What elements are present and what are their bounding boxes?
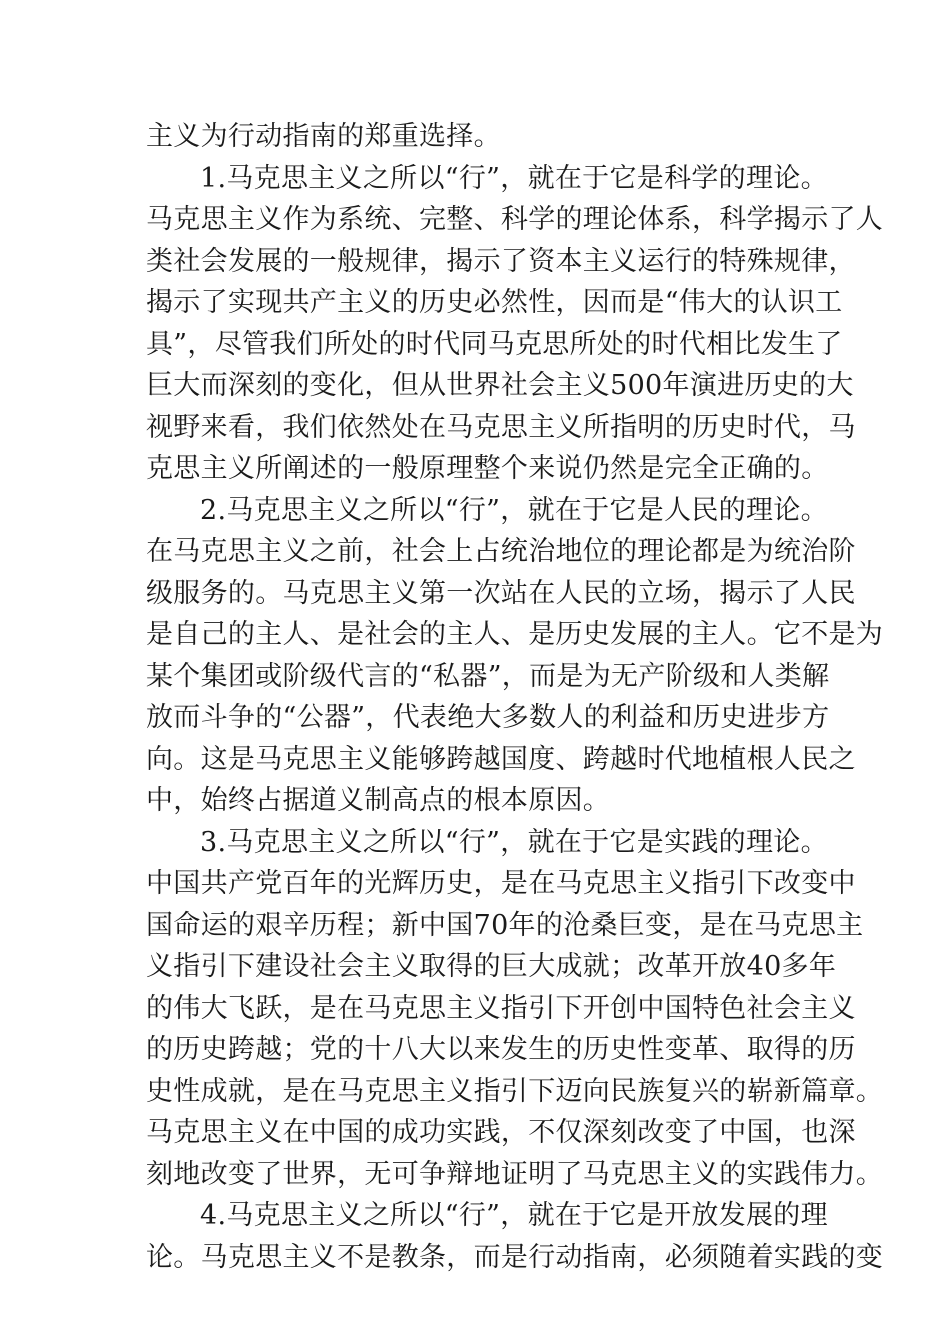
- text-line: 义指引下建设社会主义取得的巨大成就；改革开放40多年: [146, 951, 837, 982]
- text-line: 论。马克思主义不是教条，而是行动指南，必须随着实践的变: [146, 1241, 884, 1273]
- text-line: 巨大而深刻的变化，但从世界社会主义500年演进历史的大: [146, 370, 854, 401]
- text-line: 1.马克思主义之所以“行”，就在于它是科学的理论。: [200, 162, 828, 194]
- text-line: 中国共产党百年的光辉历史，是在马克思主义指引下改变中: [146, 868, 856, 899]
- text-line: 向。这是马克思主义能够跨越国度、跨越时代地植根人民之: [146, 743, 856, 775]
- text-line: 中，始终占据道义制高点的根本原因。: [146, 785, 611, 816]
- text-line: 马克思主义作为系统、完整、科学的理论体系，科学揭示了人: [146, 204, 884, 235]
- text-line: 国命运的艰辛历程；新中国70年的沧桑巨变，是在马克思主: [146, 909, 864, 941]
- text-line: 放而斗争的“公器”，代表绝大多数人的利益和历史进步方: [146, 702, 830, 733]
- text-line: 某个集团或阶级代言的“私器”，而是为无产阶级和人类解: [146, 660, 830, 692]
- text-line: 类社会发展的一般规律，揭示了资本主义运行的特殊规律，: [146, 245, 856, 277]
- text-line: 马克思主义在中国的成功实践，不仅深刻改变了中国，也深: [146, 1117, 856, 1148]
- text-line: 级服务的。马克思主义第一次站在人民的立场，揭示了人民: [146, 577, 856, 609]
- text-line: 4.马克思主义之所以“行”，就在于它是开放发展的理: [200, 1200, 828, 1231]
- text-line: 的历史跨越；党的十八大以来发生的历史性变革、取得的历: [146, 1034, 856, 1065]
- text-line: 揭示了实现共产主义的历史必然性，因而是“伟大的认识工: [146, 287, 843, 318]
- text-line: 2.马克思主义之所以“行”，就在于它是人民的理论。: [200, 494, 828, 526]
- text-line: 视野来看，我们依然处在马克思主义所指明的历史时代，马: [146, 411, 856, 443]
- text-line: 克思主义所阐述的一般原理整个来说仍然是完全正确的。: [146, 453, 829, 484]
- text-line: 主义为行动指南的郑重选择。: [146, 121, 501, 152]
- body-text: [146, 116, 884, 1278]
- text-line: 3.马克思主义之所以“行”，就在于它是实践的理论。: [200, 826, 828, 858]
- text-line: 史性成就，是在马克思主义指引下迈向民族复兴的崭新篇章。: [146, 1075, 884, 1107]
- text-line: 的伟大飞跃，是在马克思主义指引下开创中国特色社会主义: [146, 992, 856, 1024]
- text-line: 在马克思主义之前，社会上占统治地位的理论都是为统治阶: [146, 536, 856, 567]
- text-line: 具”，尽管我们所处的时代同马克思所处的时代相比发生了: [146, 328, 843, 360]
- text-line: 刻地改变了世界，无可争辩地证明了马克思主义的实践伟力。: [146, 1158, 884, 1190]
- text-line: 是自己的主人、是社会的主人、是历史发展的主人。它不是为: [146, 619, 884, 650]
